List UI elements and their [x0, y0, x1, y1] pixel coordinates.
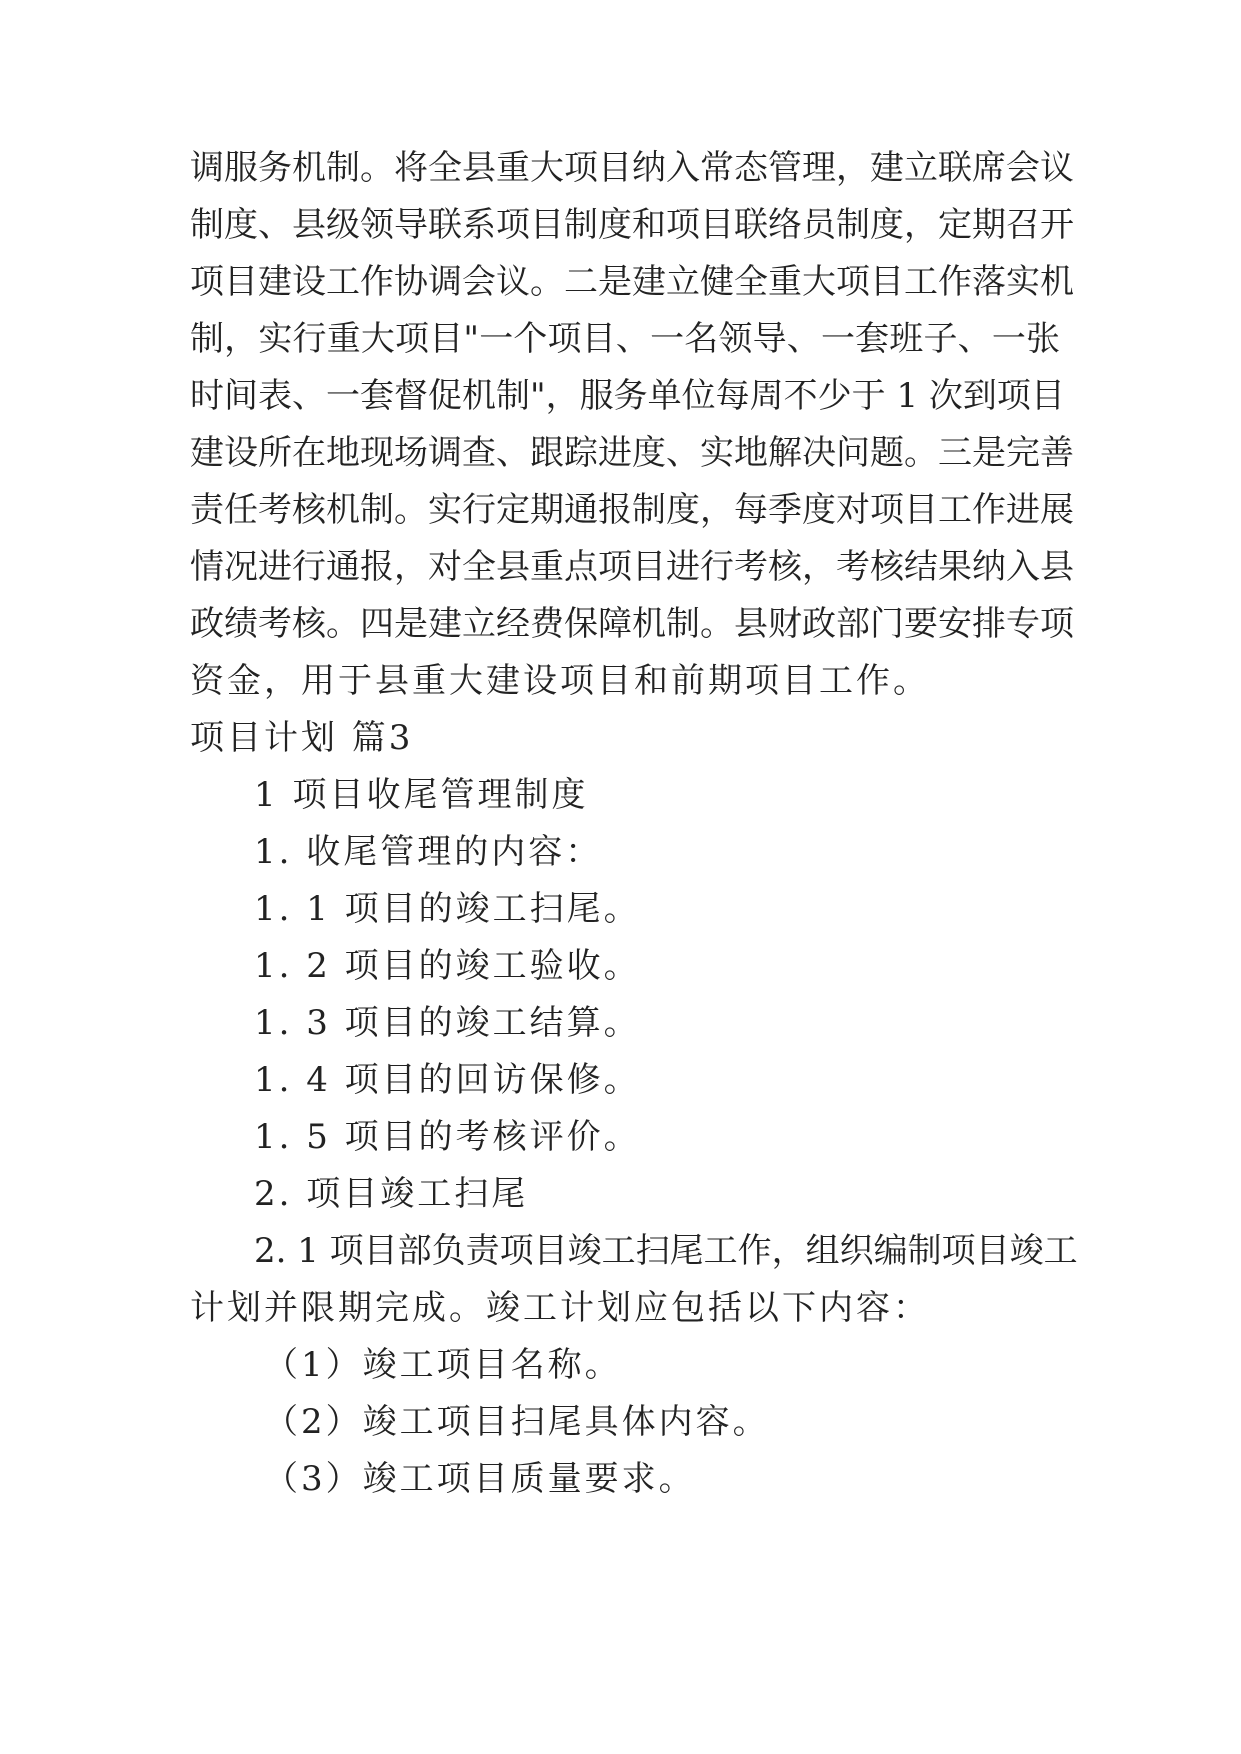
- section-heading: 项目计划 篇3: [190, 718, 414, 758]
- list-item: 2. 项目竣工扫尾: [254, 1174, 529, 1214]
- paragraph-line: 情况进行通报，对全县重点项目进行考核，考核结果纳入县: [190, 547, 1074, 587]
- paragraph-line: 时间表、一套督促机制"，服务单位每周不少于 1 次到项目: [190, 376, 1065, 416]
- sub-list-item: （1）竣工项目名称。: [264, 1345, 622, 1385]
- paragraph-line: 计划并限期完成。竣工计划应包括以下内容：: [190, 1288, 930, 1328]
- paragraph-line: 资金，用于县重大建设项目和前期项目工作。: [190, 661, 930, 701]
- list-item: 1. 2 项目的竣工验收。: [254, 946, 641, 986]
- sub-list-item: （2）竣工项目扫尾具体内容。: [264, 1402, 770, 1442]
- paragraph-line: 责任考核机制。实行定期通报制度，每季度对项目工作进展: [190, 490, 1074, 530]
- paragraph-line: 制度、县级领导联系项目制度和项目联络员制度，定期召开: [190, 205, 1074, 245]
- paragraph-line: 制，实行重大项目"一个项目、一名领导、一套班子、一张: [190, 319, 1060, 359]
- list-item: 1. 收尾管理的内容：: [254, 832, 603, 872]
- paragraph-line: 项目建设工作协调会议。二是建立健全重大项目工作落实机: [190, 262, 1074, 302]
- list-item: 1. 4 项目的回访保修。: [254, 1060, 641, 1100]
- sub-list-item: （3）竣工项目质量要求。: [264, 1459, 696, 1499]
- paragraph-line: 调服务机制。将全县重大项目纳入常态管理，建立联席会议: [190, 148, 1074, 188]
- paragraph-line: 2. 1 项目部负责项目竣工扫尾工作，组织编制项目竣工: [254, 1231, 1078, 1271]
- list-item: 1. 5 项目的考核评价。: [254, 1117, 641, 1157]
- list-item: 1. 1 项目的竣工扫尾。: [254, 889, 641, 929]
- list-item: 1. 3 项目的竣工结算。: [254, 1003, 641, 1043]
- paragraph-line: 政绩考核。四是建立经费保障机制。县财政部门要安排专项: [190, 604, 1074, 644]
- paragraph-line: 建设所在地现场调查、跟踪进度、实地解决问题。三是完善: [190, 433, 1074, 473]
- list-item: 1 项目收尾管理制度: [254, 775, 589, 815]
